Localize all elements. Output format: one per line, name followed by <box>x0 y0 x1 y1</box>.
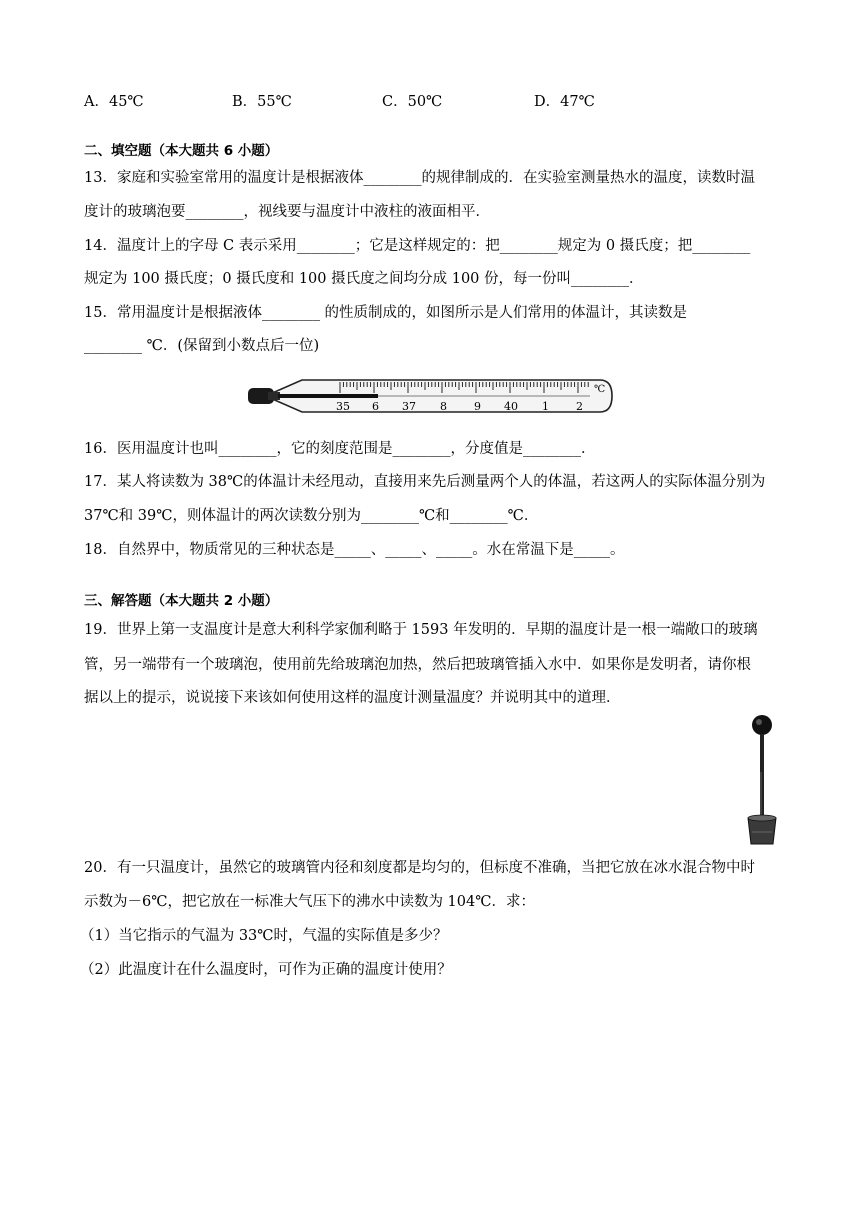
galileo-thermoscope-figure <box>742 712 782 848</box>
question-20-part-1: （1）当它指示的气温为 33℃时，气温的实际值是多少？ <box>80 928 448 944</box>
scale-unit: ℃ <box>594 384 606 395</box>
question-16-line-1: 16．医用温度计也叫________，它的刻度范围是________，分度值是________． <box>84 441 596 457</box>
section-heading-answer: 三、解答题（本大题共 2 小题） <box>84 593 279 609</box>
question-14-line-1: 14．温度计上的字母 C 表示采用________；它是这样规定的：把________规定为 0 摄氏度；把________ <box>84 238 751 254</box>
question-15-line-2: ________ ℃．(保留到小数点后一位) <box>84 338 320 354</box>
scale-label-38: 8 <box>440 400 447 413</box>
scale-label-36: 6 <box>372 400 379 413</box>
scale-label-39: 9 <box>474 400 481 413</box>
question-17-line-2: 37℃和 39℃，则体温计的两次读数分别为________℃和________℃． <box>84 508 539 524</box>
choice-c: C．50℃ <box>382 94 443 110</box>
question-18-line-1: 18．自然界中，物质常见的三种状态是_____、_____、_____。水在常温下是_____。 <box>84 542 625 558</box>
scale-label-41: 1 <box>542 400 549 413</box>
question-20-part-2: （2）此温度计在什么温度时，可作为正确的温度计使用？ <box>80 962 452 978</box>
question-17-line-1: 17．某人将读数为 38℃的体温计未经甩动，直接用来先后测量两个人的体温，若这两人的实际体温分别为 <box>84 474 766 490</box>
question-13-line-2: 度计的玻璃泡要________，视线要与温度计中液柱的液面相平． <box>84 204 490 220</box>
scale-label-35: 35 <box>336 400 350 413</box>
question-13-line-1: 13．家庭和实验室常用的温度计是根据液体________的规律制成的．在实验室测量热水的温度，读数时温 <box>84 170 755 186</box>
answer-choices <box>84 90 784 110</box>
question-20-line-1: 20．有一只温度计，虽然它的玻璃管内径和刻度都是均匀的，但标度不准确，当把它放在冰水混合物中时 <box>84 860 755 876</box>
question-20-line-2: 示数为－6℃，把它放在一标准大气压下的沸水中读数为 104℃．求： <box>84 894 535 910</box>
choice-d: D．47℃ <box>534 94 595 110</box>
question-15-line-1: 15．常用温度计是根据液体________ 的性质制成的，如图所示是人们常用的体温计，其读数是 <box>84 305 688 321</box>
section-heading-fill-in: 二、填空题（本大题共 6 小题） <box>84 143 279 159</box>
scale-label-40: 40 <box>504 400 518 413</box>
question-19-line-1: 19．世界上第一支温度计是意大利科学家伽利略于 1593 年发明的．早期的温度计是一根一端敞口的玻璃 <box>84 622 758 638</box>
choice-a: A．45℃ <box>84 94 144 110</box>
choice-b: B．55℃ <box>232 94 292 110</box>
question-19-line-3: 据以上的提示，说说接下来该如何使用这样的温度计测量温度？并说明其中的道理． <box>84 690 621 706</box>
scale-label-37: 37 <box>402 400 416 413</box>
question-14-line-2: 规定为 100 摄氏度；0 摄氏度和 100 摄氏度之间均分成 100 份，每一份叫________． <box>84 271 644 287</box>
clinical-thermometer-figure <box>244 376 614 416</box>
scale-label-42: 2 <box>576 400 583 413</box>
question-19-line-2: 管，另一端带有一个玻璃泡，使用前先给玻璃泡加热，然后把玻璃管插入水中．如果你是发明者，请你根 <box>84 657 751 673</box>
